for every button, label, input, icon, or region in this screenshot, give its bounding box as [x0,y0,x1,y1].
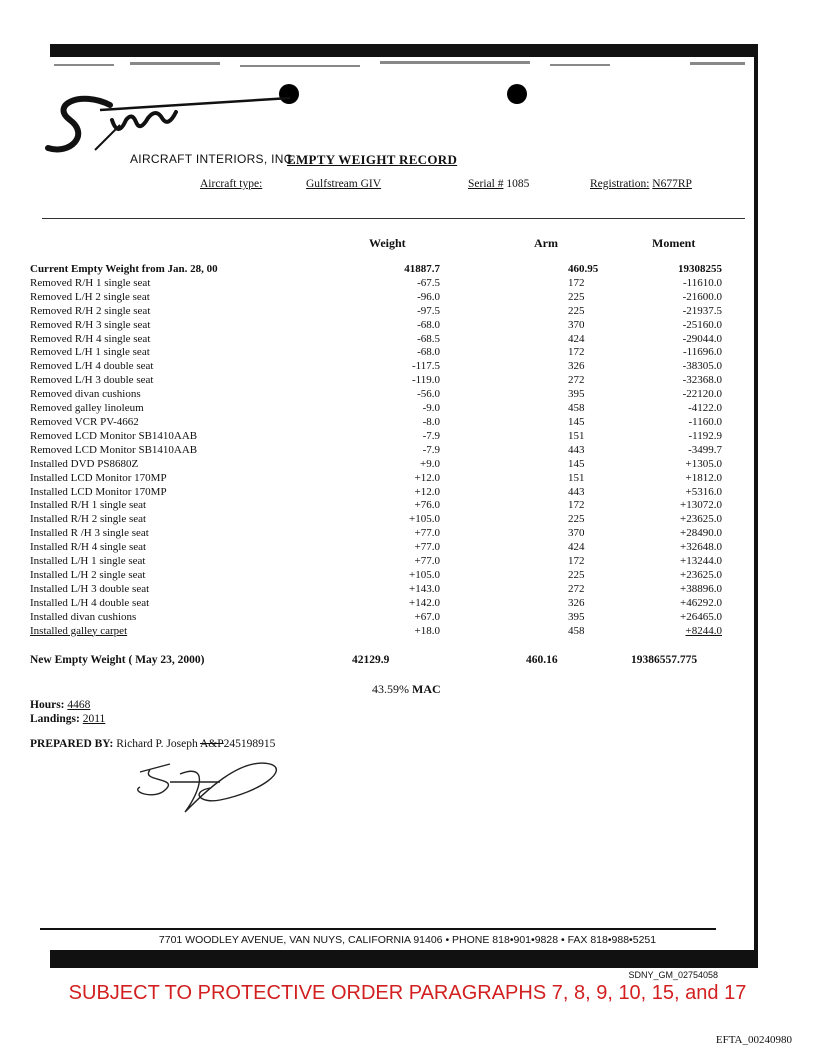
row-arm [440,625,603,639]
table-row [30,444,722,458]
row-weight [290,583,440,597]
new-empty-arm-value: 460.16 [526,654,558,666]
row-weight-value: +77.0 [414,527,440,540]
row-arm-value: 172 [568,346,585,359]
mac-percentage: 43.59% MAC [372,682,441,696]
weight-record-table [30,263,722,638]
row-weight [290,569,440,583]
row-moment: -21937.5 [682,304,722,317]
row-moment: +28490.0 [680,527,722,540]
row-weight [290,444,440,458]
row-moment: -1192.9 [688,429,722,442]
row-description: Removed divan cushions [30,388,141,401]
row-weight-value: -56.0 [417,388,440,401]
row-arm-value: 225 [568,513,585,526]
new-empty-weight-label: New Empty Weight ( May 23, 2000) [30,654,205,666]
row-weight-value: +12.0 [414,471,440,484]
row-arm [440,416,603,430]
efta-number: EFTA_00240980 [715,1034,792,1046]
row-weight [290,611,440,625]
row-weight-value: +105.0 [409,568,440,581]
row-description: Removed galley linoleum [30,402,144,415]
row-arm [440,374,603,388]
row-moment: -21600.0 [682,290,722,303]
new-empty-moment-value: 19386557.775 [631,654,698,666]
row-arm [440,319,603,333]
row-moment: 19308255 [678,263,722,275]
row-weight [290,291,440,305]
row-weight-value: +67.0 [414,610,440,623]
table-row [30,541,722,555]
row-moment: +1305.0 [685,457,722,470]
row-weight-value: -8.0 [422,415,440,428]
company-name: AIRCRAFT INTERIORS, INC. [130,152,297,166]
row-weight-value: 41887.7 [404,263,440,275]
row-moment: +13072.0 [680,499,722,512]
table-row [30,430,722,444]
hours-landings [30,698,105,726]
row-description: Installed R/H 4 single seat [30,541,147,554]
row-weight [290,319,440,333]
row-moment: -32368.0 [682,374,722,387]
table-row [30,555,722,569]
table-row [30,625,722,639]
row-arm-value: 145 [568,415,585,428]
row-arm [440,472,603,486]
table-row [30,569,722,583]
row-arm [440,458,603,472]
hours-line: Hours: 4468 [30,699,91,711]
table-row [30,319,722,333]
row-description: Removed R/H 1 single seat [30,276,151,289]
row-arm-value: 458 [568,402,585,415]
row-arm [440,541,603,555]
row-weight-value: -9.0 [422,402,440,415]
row-arm [440,513,603,527]
table-row [30,402,722,416]
row-arm [440,499,603,513]
column-header-weight: Weight [369,236,406,250]
row-arm [440,486,603,500]
row-weight [290,597,440,611]
row-moment: -3499.7 [688,443,722,456]
row-weight-value: -68.5 [417,332,440,345]
table-row [30,513,722,527]
row-description: Removed R/H 3 single seat [30,318,151,331]
table-row [30,333,722,347]
row-weight-value: +76.0 [414,499,440,512]
row-arm-value: 225 [568,568,585,581]
row-moment: +32648.0 [680,541,722,554]
row-description: Current Empty Weight from Jan. 28, 00 [30,263,218,275]
row-arm-value: 370 [568,318,585,331]
aircraft-type-value: Gulfstream GIV [306,178,382,190]
row-description: Installed R/H 2 single seat [30,513,147,526]
scan-border-bottom [50,950,758,968]
row-weight [290,374,440,388]
row-description: Installed R/H 1 single seat [30,499,147,512]
row-description: Installed divan cushions [30,610,137,623]
row-weight [290,555,440,569]
row-arm-value: 225 [568,304,585,317]
table-row [30,277,722,291]
row-arm-value: 151 [568,429,585,442]
row-weight-value: +105.0 [409,513,440,526]
row-weight [290,625,440,639]
row-arm-value: 460.95 [568,263,599,275]
row-description: Installed L/H 3 double seat [30,582,150,595]
row-arm [440,360,603,374]
row-weight [290,513,440,527]
bates-number: SDNY_GM_02754058 [628,970,718,980]
row-arm-value: 424 [568,332,585,345]
table-row [30,597,722,611]
aircraft-type-label: Aircraft type: [200,178,263,190]
row-arm [440,569,603,583]
row-weight-value: -67.5 [417,276,440,289]
row-weight [290,333,440,347]
row-moment: -22120.0 [682,388,722,401]
header-divider [42,218,745,219]
row-arm [440,611,603,625]
row-weight-value: +18.0 [414,624,440,637]
row-arm-value: 225 [568,290,585,303]
row-weight-value: +143.0 [409,582,440,595]
landings-line: Landings: 2011 [30,713,106,725]
serial-number: Serial # 1085 [468,178,530,190]
row-weight-value: +12.0 [414,485,440,498]
row-moment: -11610.0 [682,276,722,289]
scan-noise [50,58,758,72]
table-row [30,346,722,360]
scan-border-top [50,44,758,57]
row-weight-value: -119.0 [411,374,440,387]
table-row [30,499,722,513]
table-row [30,611,722,625]
row-weight [290,346,440,360]
row-description: Removed L/H 2 single seat [30,290,150,303]
row-description: Installed galley carpet [30,624,128,637]
row-moment: +1812.0 [685,471,722,484]
row-moment: -11696.0 [682,346,722,359]
row-moment: +8244.0 [685,624,722,637]
row-arm [440,388,603,402]
column-header-moment: Moment [652,236,696,250]
row-description: Installed R /H 3 single seat [30,527,149,540]
row-arm [440,263,603,277]
row-arm [440,583,603,597]
row-description: Installed LCD Monitor 170MP [30,485,167,498]
row-weight [290,263,440,277]
row-description: Removed LCD Monitor SB1410AAB [30,443,198,456]
row-description: Removed VCR PV-4662 [30,415,139,428]
table-row [30,388,722,402]
row-moment: -25160.0 [682,318,722,331]
row-weight-value: -7.9 [422,429,440,442]
row-description: Removed LCD Monitor SB1410AAB [30,429,198,442]
table-row [30,263,722,277]
row-description: Installed DVD PS8680Z [30,457,139,470]
row-moment: +23625.0 [680,568,722,581]
row-arm [440,346,603,360]
row-weight [290,277,440,291]
row-weight [290,541,440,555]
row-description: Removed L/H 1 single seat [30,346,150,359]
row-weight-value: +77.0 [414,555,440,568]
row-moment: +13244.0 [680,555,722,568]
row-moment: +26465.0 [680,610,722,623]
row-weight-value: +142.0 [409,596,440,609]
row-weight [290,527,440,541]
row-description: Removed R/H 4 single seat [30,332,151,345]
row-description: Installed L/H 4 double seat [30,596,150,609]
protective-order-notice: SUBJECT TO PROTECTIVE ORDER PARAGRAPHS 7, 8, 9, 10, 15, and 17 [68,982,747,1004]
table-row [30,360,722,374]
row-description: Installed L/H 2 single seat [30,568,146,581]
row-arm [440,430,603,444]
row-weight [290,430,440,444]
row-arm [440,444,603,458]
punch-hole-right [507,84,527,104]
row-weight [290,486,440,500]
row-weight-value: -7.9 [422,443,440,456]
signature [110,752,300,822]
scan-border-right [754,44,758,968]
row-arm-value: 458 [568,624,585,637]
row-description: Removed L/H 4 double seat [30,360,154,373]
row-weight [290,458,440,472]
company-address-footer: 7701 WOODLEY AVENUE, VAN NUYS, CALIFORNIA 91406 • PHONE 818•901•9828 • FAX 818•988•5251 [158,934,657,946]
row-weight-value: -96.0 [417,290,440,303]
row-moment: +38896.0 [680,582,722,595]
row-weight [290,499,440,513]
table-row [30,305,722,319]
table-row [30,458,722,472]
row-moment: -1160.0 [688,415,722,428]
row-weight [290,472,440,486]
table-row [30,291,722,305]
row-description: Removed R/H 2 single seat [30,304,151,317]
row-arm-value: 172 [568,555,585,568]
row-arm [440,277,603,291]
row-weight [290,305,440,319]
syncro-logo [40,80,300,160]
row-weight-value: -97.5 [417,304,440,317]
row-moment: +23625.0 [680,513,722,526]
row-moment: +46292.0 [680,596,722,609]
column-header-arm: Arm [534,236,558,250]
row-arm-value: 424 [568,541,585,554]
row-weight-value: -68.0 [417,318,440,331]
row-arm [440,555,603,569]
row-arm-value: 443 [568,485,585,498]
row-arm-value: 172 [568,276,585,289]
row-weight [290,388,440,402]
row-arm-value: 395 [568,388,585,401]
row-arm [440,527,603,541]
row-arm-value: 272 [568,582,585,595]
row-moment: -38305.0 [682,360,722,373]
row-weight-value: -117.5 [411,360,440,373]
row-description: Removed L/H 3 double seat [30,374,154,387]
row-arm-value: 370 [568,527,585,540]
row-arm [440,305,603,319]
row-weight [290,402,440,416]
table-row [30,416,722,430]
row-arm-value: 172 [568,499,585,512]
row-weight-value: +77.0 [414,541,440,554]
row-arm [440,291,603,305]
row-arm-value: 326 [568,596,585,609]
new-empty-weight-value: 42129.9 [352,654,390,666]
table-row [30,583,722,597]
row-weight-value: +9.0 [420,457,440,470]
row-description: Installed LCD Monitor 170MP [30,471,167,484]
row-arm-value: 272 [568,374,585,387]
row-moment: +5316.0 [685,485,722,498]
table-row [30,374,722,388]
row-arm-value: 145 [568,457,585,470]
row-arm-value: 151 [568,471,585,484]
row-arm [440,333,603,347]
row-moment: -29044.0 [682,332,722,345]
table-row [30,486,722,500]
row-weight-value: -68.0 [417,346,440,359]
row-arm-value: 395 [568,610,585,623]
table-row [30,527,722,541]
prepared-by: PREPARED BY: Richard P. Joseph A&P245198915 [30,738,276,750]
row-arm-value: 326 [568,360,585,373]
row-arm-value: 443 [568,443,585,456]
footer-divider [40,928,716,930]
row-description: Installed L/H 1 single seat [30,555,146,568]
row-moment: -4122.0 [688,402,722,415]
row-arm [440,402,603,416]
table-row [30,472,722,486]
row-weight [290,360,440,374]
registration: Registration: N677RP [590,178,692,190]
row-arm [440,597,603,611]
page-title: EMPTY WEIGHT RECORD [287,152,458,167]
row-weight [290,416,440,430]
